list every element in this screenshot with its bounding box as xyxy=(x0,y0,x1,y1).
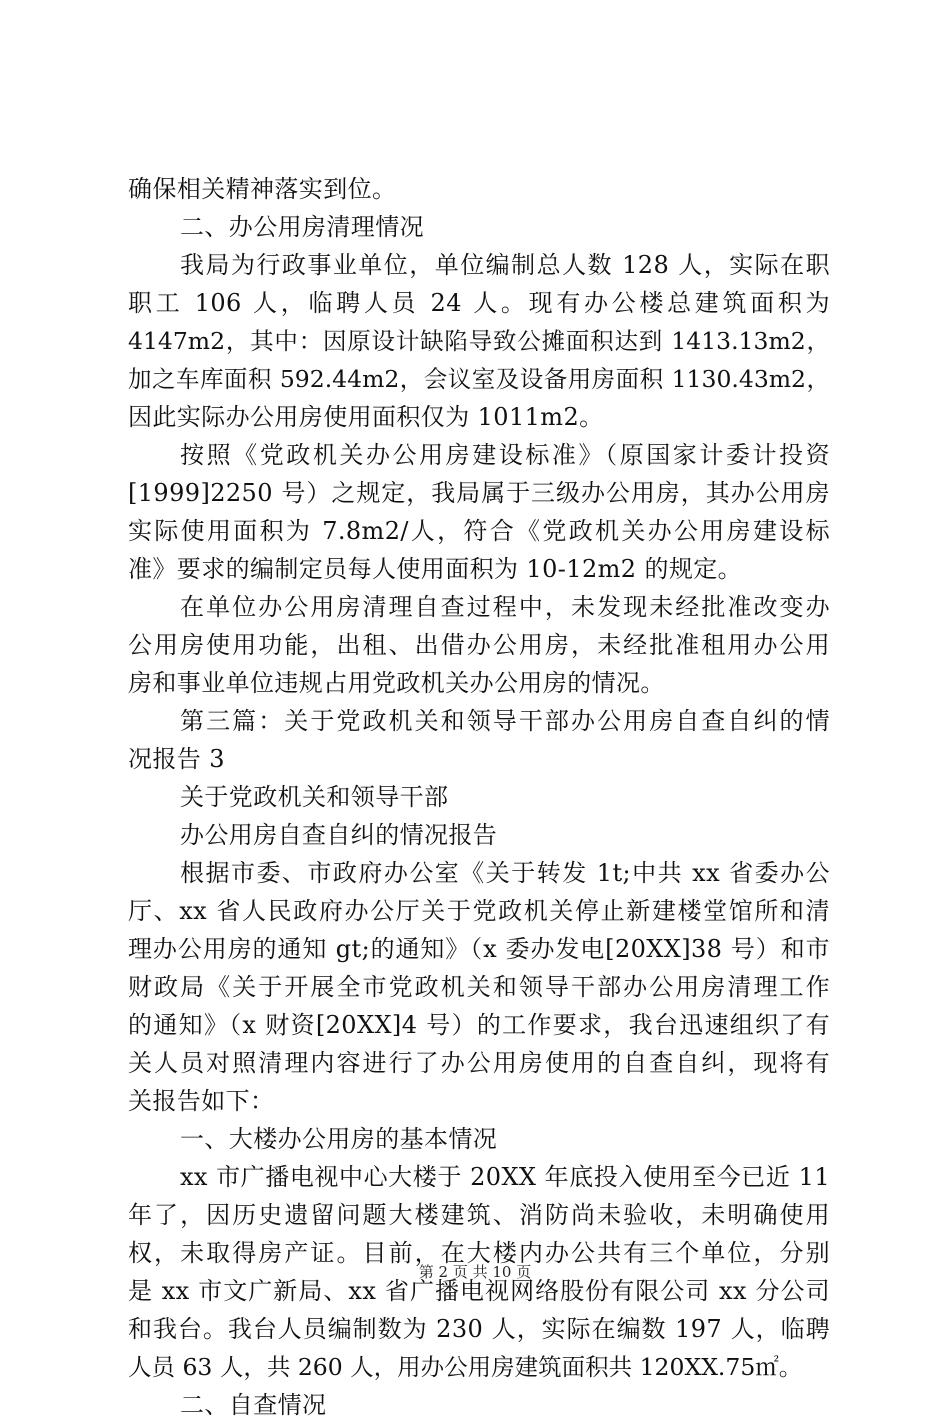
text-line: 加之车库面积 592.44m2，会议室及设备用房面积 1130.43m2， xyxy=(128,365,830,393)
text-line: 年了，因历史遗留问题大楼建筑、消防尚未验收，未明确使用 xyxy=(128,1201,830,1229)
text-line: 人员 63 人，共 260 人，用办公用房建筑面积共 120XX.75㎡。 xyxy=(128,1353,803,1381)
text-line: 职工 106 人，临聘人员 24 人。现有办公楼总建筑面积为 xyxy=(128,289,830,317)
text-line: 况报告 3 xyxy=(128,745,225,773)
text-line: 理办公用房的通知 gt;的通知》（x 委办发电[20XX]38 号）和市 xyxy=(128,935,830,963)
text-line: 的通知》（x 财资[20XX]4 号）的工作要求，我台迅速组织了有 xyxy=(128,1011,830,1039)
text-line: 我局为行政事业单位，单位编制总人数 128 人，实际在职 xyxy=(180,251,830,279)
text-line: 关人员对照清理内容进行了办公用房使用的自查自纠，现将有 xyxy=(128,1049,830,1077)
text-line: 是 xx 市文广新局、xx 省广播电视网络股份有限公司 xx 分公司 xyxy=(128,1277,830,1305)
text-line: 按照《党政机关办公用房建设标准》（原国家计委计投资 xyxy=(180,441,830,469)
text-line: 根据市委、市政府办公室《关于转发 1t;中共 xx 省委办公 xyxy=(180,859,830,887)
text-line: 在单位办公用房清理自查过程中，未发现未经批准改变办 xyxy=(180,593,830,621)
text-line: 二、办公用房清理情况 xyxy=(180,213,424,241)
text-line: 确保相关精神落实到位。 xyxy=(128,175,397,203)
document-body xyxy=(128,170,830,1424)
text-line: 办公用房自查自纠的情况报告 xyxy=(180,821,498,849)
text-line: 关报告如下： xyxy=(128,1087,275,1115)
text-line: xx 市广播电视中心大楼于 20XX 年底投入使用至今已近 11 xyxy=(180,1163,830,1191)
text-line: 厅、xx 省人民政府办公厅关于党政机关停止新建楼堂馆所和清 xyxy=(128,897,830,925)
text-line: 准》要求的编制定员每人使用面积为 10-12m2 的规定。 xyxy=(128,555,743,583)
text-line: 4147m2，其中：因原设计缺陷导致公摊面积达到 1413.13m2， xyxy=(128,327,830,355)
text-line: 第三篇：关于党政机关和领导干部办公用房自查自纠的情 xyxy=(180,707,830,735)
text-line: 实际使用面积为 7.8m2/人，符合《党政机关办公用房建设标 xyxy=(128,517,830,545)
text-line: 二、自查情况 xyxy=(180,1391,327,1419)
text-line: 因此实际办公用房使用面积仅为 1011m2。 xyxy=(128,403,604,431)
text-line: 权，未取得房产证。目前，在大楼内办公共有三个单位，分别 xyxy=(128,1239,830,1267)
text-line: 房和事业单位违规占用党政机关办公用房的情况。 xyxy=(128,669,665,697)
text-line: 公用房使用功能，出租、出借办公用房，未经批准租用办公用 xyxy=(128,631,830,659)
text-line: 关于党政机关和领导干部 xyxy=(180,783,449,811)
text-line: 一、大楼办公用房的基本情况 xyxy=(180,1125,498,1153)
text-line: [1999]2250 号）之规定，我局属于三级办公用房，其办公用房 xyxy=(128,479,830,507)
text-line: 和我台。我台人员编制数为 230 人，实际在编数 197 人，临聘 xyxy=(128,1315,830,1343)
text-line: 财政局《关于开展全市党政机关和领导干部办公用房清理工作 xyxy=(128,973,830,1001)
page-footer: 第 2 页 共 10 页 xyxy=(418,1263,532,1281)
